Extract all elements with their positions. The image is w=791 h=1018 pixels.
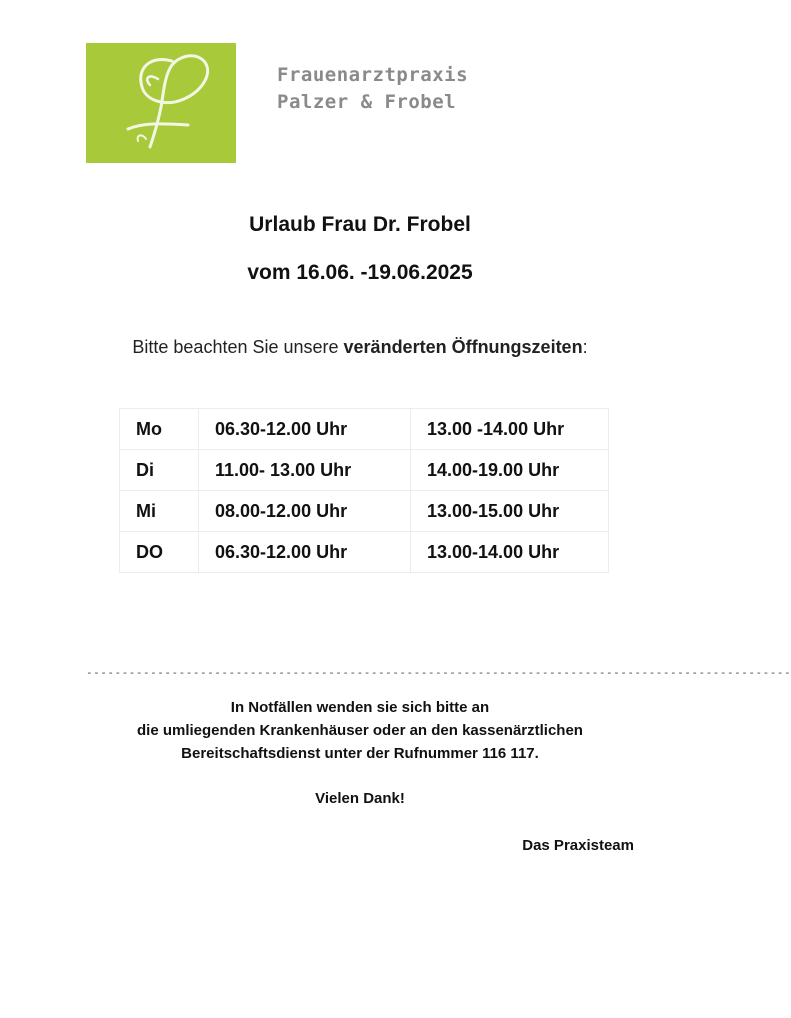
table-row <box>120 409 609 450</box>
emergency-line: In Notfällen wenden sie sich bitte an <box>230 699 490 716</box>
morning-hours-cell: 11.00- 13.00 Uhr <box>199 450 411 491</box>
emergency-line: Bereitschaftsdienst unter der Rufnummer 116 117. <box>181 745 539 762</box>
day-cell: DO <box>120 532 199 573</box>
table-row <box>120 491 609 532</box>
day-cell: Di <box>120 450 199 491</box>
emergency-notice <box>0 696 720 765</box>
notice-dates: vom 16.06. -19.06.2025 <box>247 261 473 284</box>
notice-title: Urlaub Frau Dr. Frobel <box>249 213 471 236</box>
practice-logo <box>86 43 236 163</box>
notice-intro-bold: veränderten Öffnungszeiten <box>343 337 583 357</box>
table-row <box>120 450 609 491</box>
afternoon-hours-cell: 13.00-14.00 Uhr <box>411 532 609 573</box>
table-row <box>120 532 609 573</box>
afternoon-hours-cell: 13.00 -14.00 Uhr <box>411 409 609 450</box>
morning-hours-cell: 06.30-12.00 Uhr <box>199 409 411 450</box>
notice-intro <box>0 337 720 358</box>
morning-hours-cell: 08.00-12.00 Uhr <box>199 491 411 532</box>
opening-hours-table <box>119 408 609 573</box>
practice-name <box>277 62 468 116</box>
afternoon-hours-cell: 14.00-19.00 Uhr <box>411 450 609 491</box>
emergency-line: die umliegenden Krankenhäuser oder an den kassenärztlichen <box>137 722 583 739</box>
practice-name-line2: Palzer & Frobel <box>277 91 457 113</box>
notice-intro-prefix: Bitte beachten Sie unsere <box>132 337 344 357</box>
notice-intro-suffix: : <box>582 337 588 357</box>
day-cell: Mo <box>120 409 199 450</box>
female-symbol-icon <box>86 43 236 163</box>
divider-line: --------------------------------------------------------------------------------------------------- <box>86 666 791 679</box>
practice-name-line1: Frauenarztpraxis <box>277 64 469 86</box>
morning-hours-cell: 06.30-12.00 Uhr <box>199 532 411 573</box>
day-cell: Mi <box>120 491 199 532</box>
afternoon-hours-cell: 13.00-15.00 Uhr <box>411 491 609 532</box>
signature-text: Das Praxisteam <box>522 837 634 854</box>
thanks-text: Vielen Dank! <box>315 790 405 807</box>
